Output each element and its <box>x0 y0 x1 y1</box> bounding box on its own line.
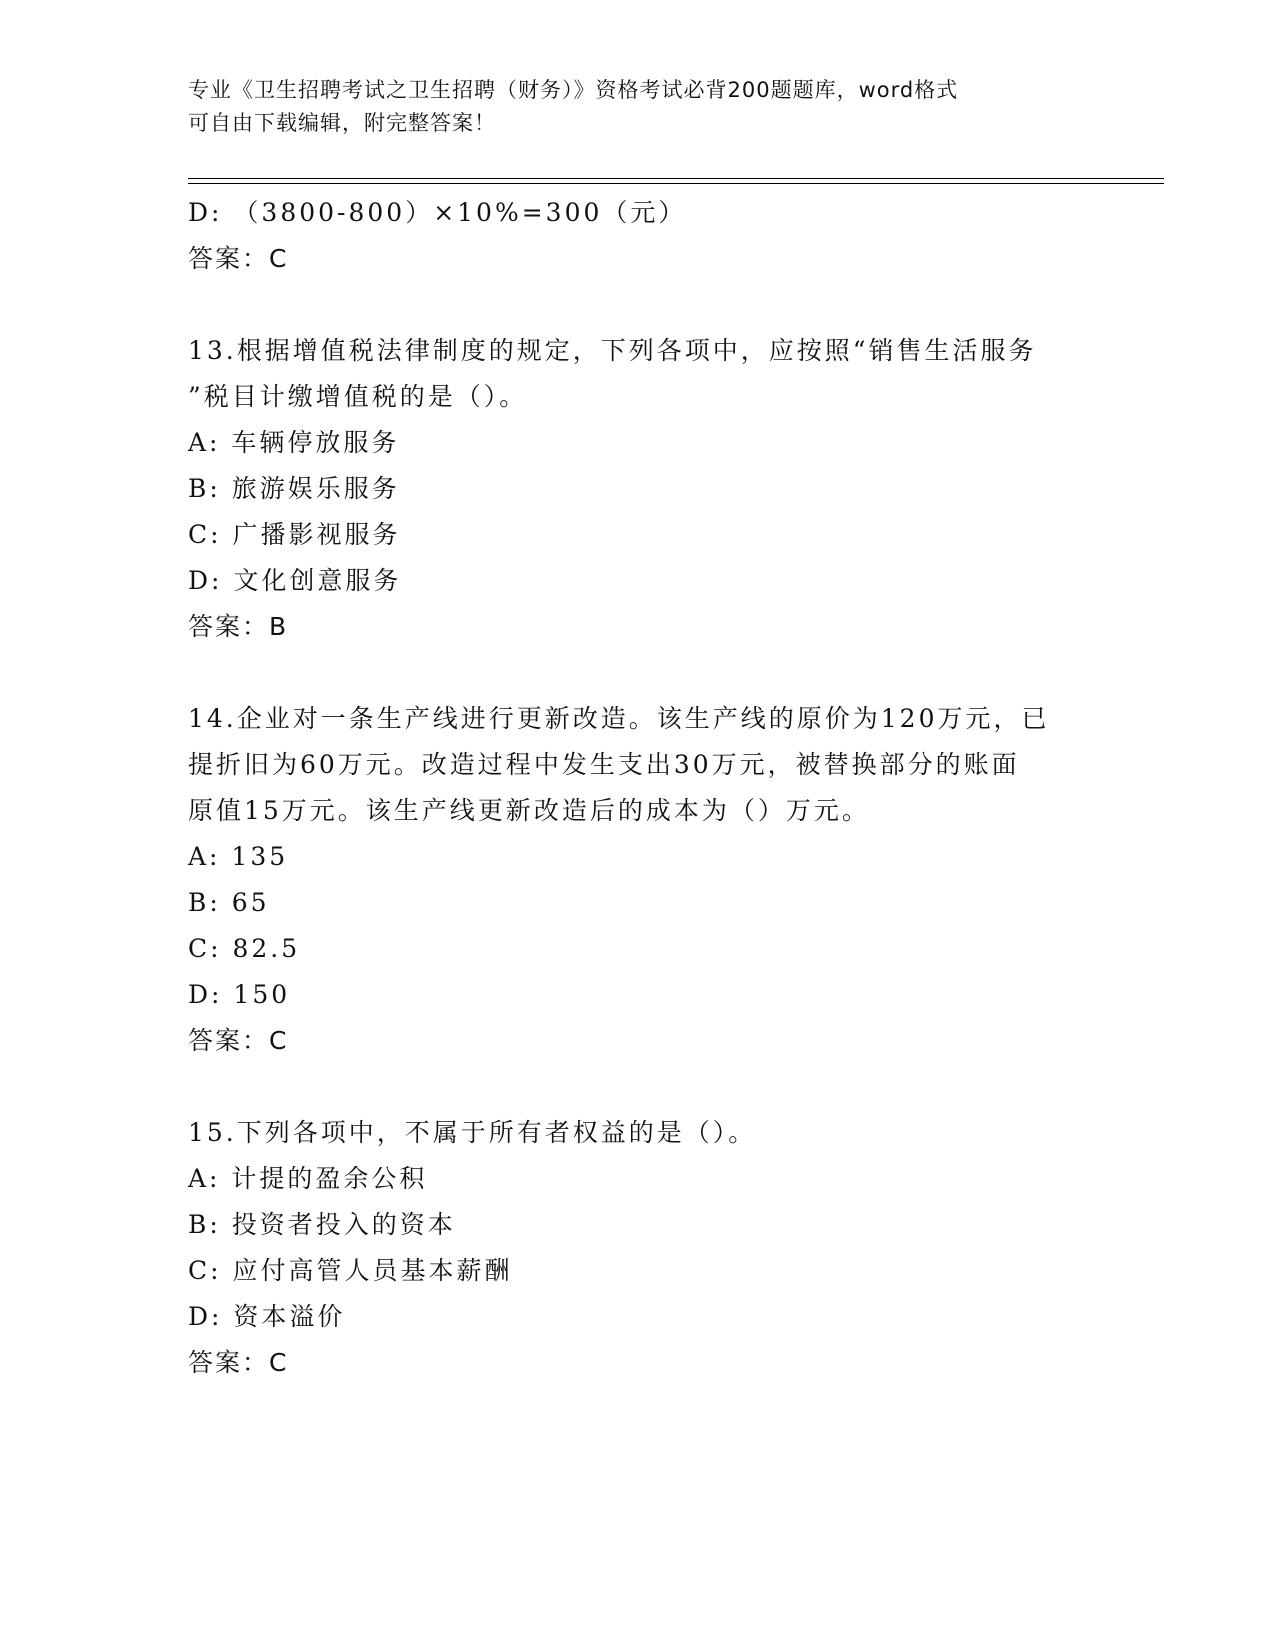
option-b: B: 65 <box>188 888 270 917</box>
question-stem-line: 14.企业对一条生产线进行更新改造。该生产线的原价为120万元，已 <box>188 704 1050 733</box>
answer-label: 答案：C <box>188 1026 289 1055</box>
header-divider-top <box>188 178 1164 179</box>
question-content <box>188 190 1088 1386</box>
option-d: D: 资本溢价 <box>188 1302 346 1331</box>
option-b: B: 投资者投入的资本 <box>188 1210 456 1239</box>
option-a: A: 135 <box>188 842 289 871</box>
question-stem <box>188 328 1088 420</box>
answer-label: 答案：B <box>188 612 289 641</box>
answer-label: 答案：C <box>188 1348 289 1377</box>
question-stem <box>188 696 1088 834</box>
option-d: D: 文化创意服务 <box>188 566 402 595</box>
header-divider-bottom <box>188 183 1164 184</box>
option-d: D: （3800-800）×10%=300（元） <box>188 198 687 227</box>
question-14 <box>188 696 1088 1064</box>
option-d: D: 150 <box>188 980 291 1009</box>
question-15 <box>188 1110 1088 1386</box>
question-stem-line: 13.根据增值税法律制度的规定，下列各项中，应按照“销售生活服务 <box>188 336 1037 365</box>
option-b: B: 旅游娱乐服务 <box>188 474 400 503</box>
previous-question-tail <box>188 190 1088 282</box>
option-a: A: 车辆停放服务 <box>188 428 400 457</box>
option-c: C: 广播影视服务 <box>188 520 401 549</box>
question-13 <box>188 328 1088 650</box>
option-c: C: 应付高管人员基本薪酬 <box>188 1256 513 1285</box>
question-stem-line: 提折旧为60万元。改造过程中发生支出30万元，被替换部分的账面 <box>188 750 1020 779</box>
answer-label: 答案：C <box>188 244 289 273</box>
option-a: A: 计提的盈余公积 <box>188 1164 428 1193</box>
option-c: C: 82.5 <box>188 934 301 963</box>
header-title-line-2: 可自由下载编辑，附完整答案！ <box>188 111 496 135</box>
question-stem-line: 原值15万元。该生产线更新改造后的成本为（）万元。 <box>188 796 870 825</box>
question-stem <box>188 1110 1088 1156</box>
question-stem-line: ”税目计缴增值税的是（）。 <box>188 382 528 411</box>
document-header <box>188 74 1068 140</box>
question-stem-line: 15.下列各项中，不属于所有者权益的是（）。 <box>188 1118 757 1147</box>
header-title-line-1: 专业《卫生招聘考试之卫生招聘（财务）》资格考试必背200题题库，word格式 <box>188 78 959 102</box>
